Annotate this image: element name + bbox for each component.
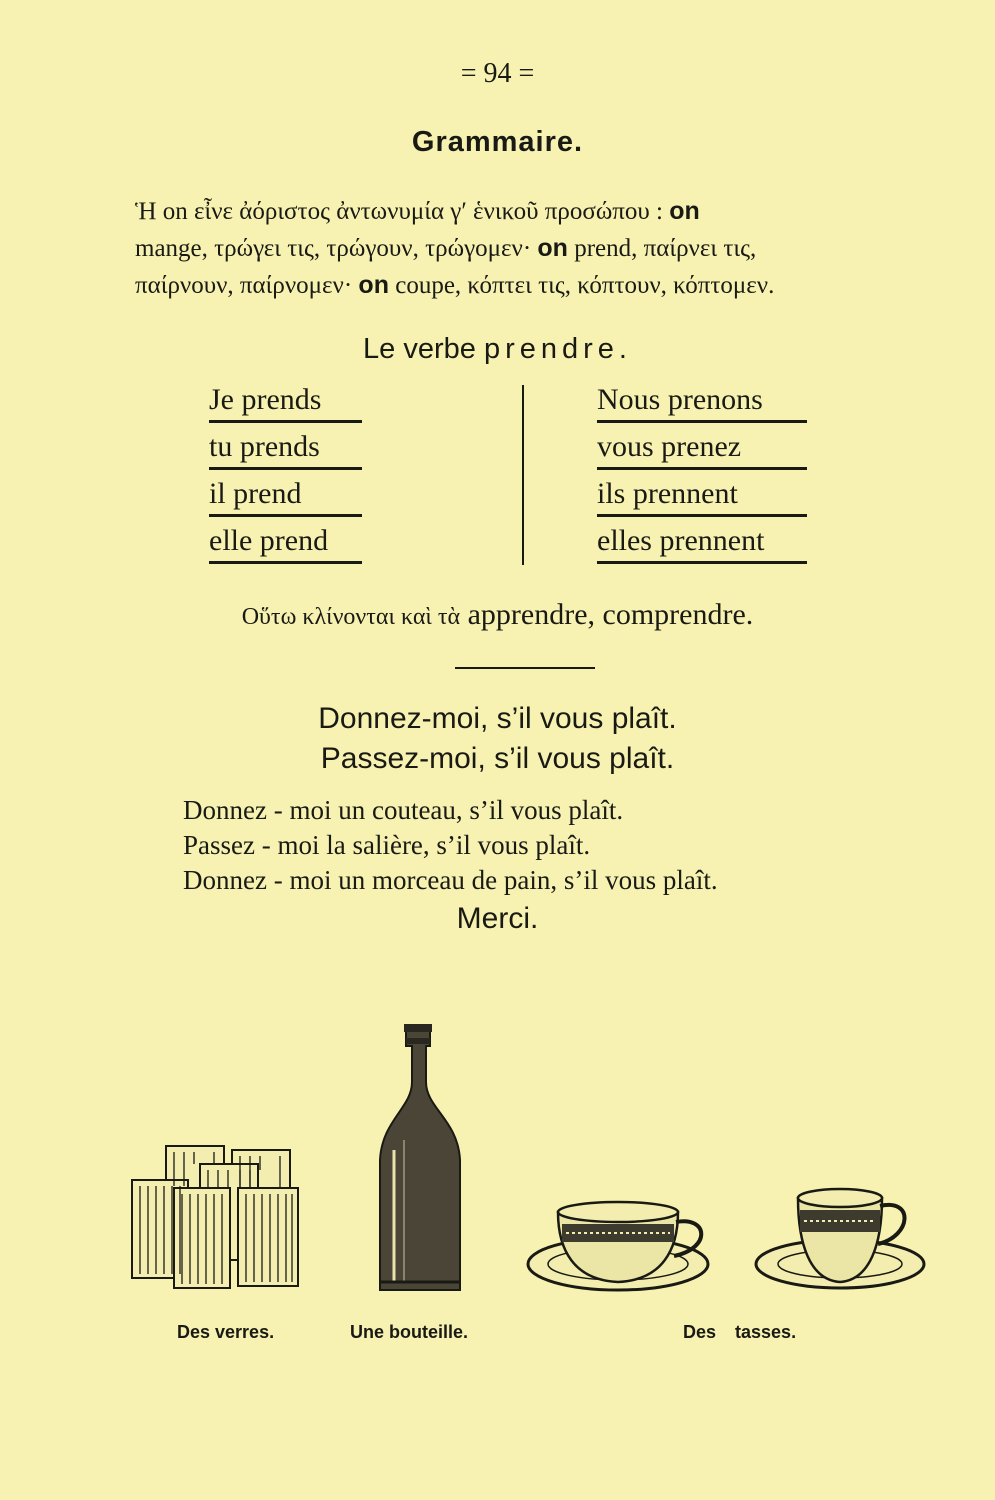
conjugation-singular — [209, 376, 362, 564]
caption-tasses: Des tasses. — [683, 1322, 797, 1342]
verb-heading — [0, 333, 995, 366]
glasses-illustration — [128, 1140, 308, 1290]
on-keyword: on — [537, 234, 568, 262]
verb-heading-verb: prendre. — [483, 333, 632, 365]
verb-heading-pre: Le verbe — [363, 333, 476, 365]
phrase-heading-2: Passez-moi, s’il vous plaît. — [320, 742, 675, 775]
grammar-line-1 — [135, 193, 910, 230]
conjugation-plural — [597, 376, 807, 564]
grammar-line-2b: prend, παίρνει τις, — [574, 235, 757, 262]
caption-bouteille: Une bouteille. — [350, 1322, 469, 1342]
conjugation-item: tu prends — [209, 423, 362, 470]
conjugation-item: il prend — [209, 470, 362, 517]
grammar-line-1-text: Ἡ on εἶνε ἀόριστος ἀντωνυμία γ′ ἑνικοῦ προσώπου : — [135, 198, 663, 225]
merci-heading: Merci. — [456, 902, 539, 935]
also-greek: Οὕτω κλίνονται καὶ τὰ — [241, 604, 461, 630]
bottle-illustration — [374, 1020, 466, 1300]
cup-illustration — [526, 1198, 716, 1298]
conjugation-item: Nous prenons — [597, 376, 807, 423]
example-sentences — [183, 793, 718, 898]
also-conjugated-note — [0, 598, 995, 632]
section-divider — [455, 667, 595, 669]
conjugation-item: vous prenez — [597, 423, 807, 470]
conjugation-item: Je prends — [209, 376, 362, 423]
caption-verres: Des verres. — [177, 1322, 275, 1342]
column-divider — [522, 385, 524, 565]
example-sentence: Passez - moi la salière, s’il vous plaît. — [183, 830, 591, 860]
example-sentence: Donnez - moi un morceau de pain, s’il vous plaît. — [183, 865, 718, 895]
grammar-line-3a: παίρνουν, παίρνομεν· — [135, 272, 353, 299]
example-sentence: Donnez - moi un couteau, s’il vous plaît. — [183, 795, 624, 825]
page-number: = 94 = — [460, 58, 535, 89]
on-keyword: on — [669, 197, 700, 225]
grammar-line-3b: coupe, κόπτει τις, κόπτουν, κόπτομεν. — [395, 272, 775, 299]
grammar-line-2 — [135, 230, 910, 267]
on-keyword: on — [358, 271, 389, 299]
cup-illustration — [754, 1184, 930, 1294]
conjugation-item: elles prennent — [597, 517, 807, 564]
also-french: apprendre, comprendre. — [467, 598, 754, 631]
grammar-heading: Grammaire. — [411, 126, 584, 158]
grammar-line-3 — [135, 267, 910, 304]
conjugation-item: elle prend — [209, 517, 362, 564]
phrase-heading-1: Donnez-moi, s’il vous plaît. — [318, 702, 677, 735]
conjugation-item: ils prennent — [597, 470, 807, 517]
grammar-line-2a: mange, τρώγει τις, τρώγουν, τρώγομεν· — [135, 235, 532, 262]
